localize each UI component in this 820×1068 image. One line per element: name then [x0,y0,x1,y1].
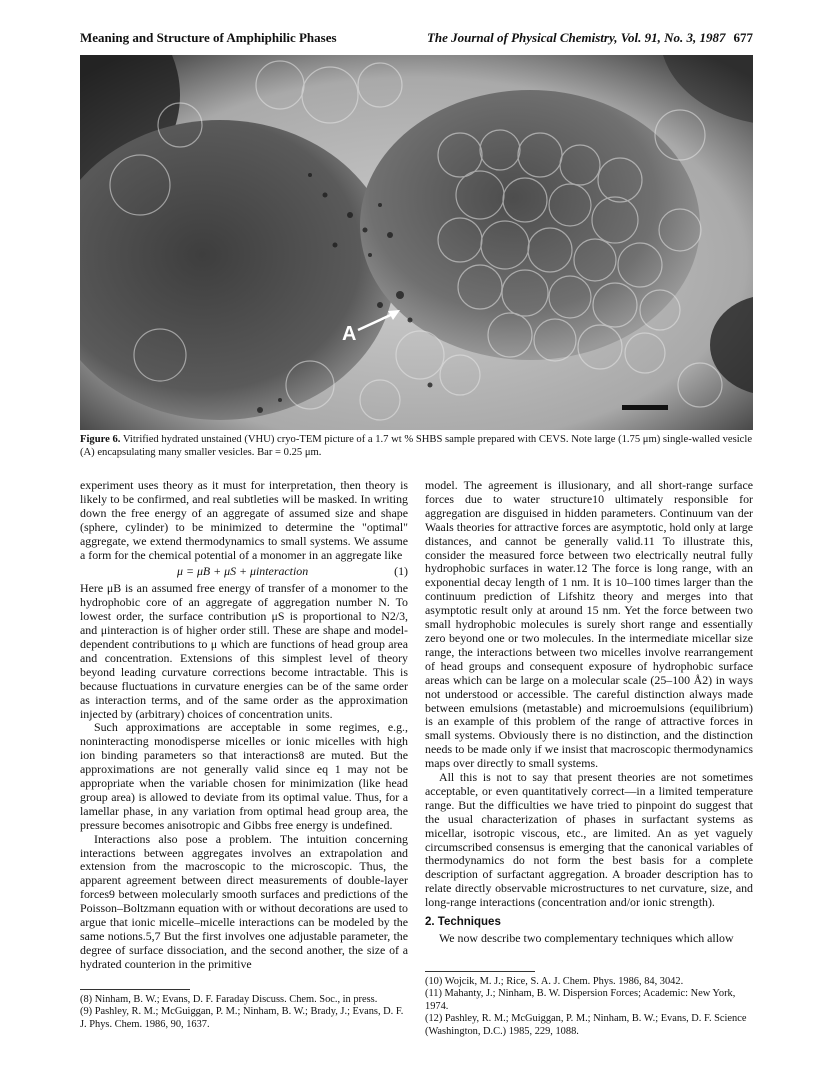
footnote: (8) Ninham, B. W.; Evans, D. F. Faraday Discuss. Chem. Soc., in press. [80,994,378,1005]
page-number: 677 [733,30,753,45]
section-heading: 2. Techniques [425,916,501,929]
equation-number: (1) [394,564,408,579]
footnote: (11) Mahanty, J.; Ninham, B. W. Dispersion Forces; Academic: New York, 1974. [425,988,736,1012]
footnote: (10) Wojcik, M. J.; Rice, S. A. J. Chem. Phys. 1986, 84, 3042. [425,976,684,987]
figure-caption [80,433,753,459]
paragraph: Interactions also pose a problem. The intuition concerning interactions between aggregates involves an extrapolation and extension from the macroscopic to the microscopic. Thus, the apparent agreement between direct measurements of double-layer forces9 between molecularly smooth surfaces and predictions of the Poisson–Boltzmann equation with or without decorations are used to argue that ionic micelle–micelle interactions can be modeled by the same notions.5,7 But the first involves one adjustable parameter, the degree of surface dissociation, and the second another, the size of a hydrated counterion in the primitive [80,831,408,971]
footnotes-left [80,989,408,1031]
vesicle-label-a: A [342,323,357,345]
paragraph: experiment uses theory as it must for interpretation, then theory is likely to be confirmed, and real subtleties will be masked. In writing down the free energy of an aggregate of assumed size and shape (sphere, cylinder) to be minimized to determine the "optimal" aggregate, we extend thermodynamics to small systems. We assume a form for the chemical potential of a monomer in an aggregate like [80,478,408,562]
equation-1 [80,565,408,579]
paragraph: model. The agreement is illusionary, and all short-range surface forces due to water structure10 ultimately responsible for aggregation are disguised in hidden parameters. Continuum van der Waals theories for attractive forces are asymptotic, hold only at large distances, and cannot be generally valid.11 To illustrate this, consider the measured force between two electrically neutral fully hydrophobic surfaces in water.12 The force is long range, with an exponential decay length of 1 nm. It is 10–100 times larger than the continuum prediction of Lifshitz theory and merges into that asymptotic result only at around 15 nm. Yet the force between two small hydrophobic molecules is surely short range and essentially zero beyond one or two molecules. In the intermediate micellar size range, the interactions between two micelles involve rearrangement of head groups and consequent exposure of hydrophobic surface areas which can be large on a molecular scale (25–100 Å2) in ways not understood or accessible. The careful distinction always made between emulsions (metastable) and microemulsions (equilibrium) is an example of this problem of the range of attractive forces in small systems. Obviously there is no distinction, and the distinction needs to be made only if we insist that macroscopic thermodynamics maps over directly to small systems. [425,478,753,771]
footnote-rule [80,989,190,990]
scale-bar [622,405,668,410]
paragraph: All this is not to say that present theories are not sometimes acceptable, or even quantitatively correct—in a limited temperature range. But the difficulties we have tried to pinpoint do suggest that the usual characterization of phases in surfactant systems as micellar, isotropic viscous, etc., are limited. An as yet vaguely circumscribed consensus is emerging that the canonical variables of thermodynamics do not form the best basis for a complete description of surfactant aggregation. A broader description has to relate directly observable microstructures to net curvature, size, and long-range interactions (concentration and/or ionic strength). [425,770,753,910]
paragraph: Here μB is an assumed free energy of transfer of a monomer to the hydrophobic core of an aggregate of aggregation number N. To lowest order, the surface contribution μS is proportional to N2/3, and μinteraction is of higher order still. These are shape and model-dependent contributions to μ which are functions of head group area and concentration. Extensions of this simplest level of theory beyond leading curvature corrections become intractable. This is because fluctuations in curvature energies can be of the same order as interaction terms, and of the same order as the approximation injected by (arbitrary) choices of concentration units. [80,581,408,721]
left-column [80,479,408,972]
running-header [80,30,753,50]
journal-citation: The Journal of Physical Chemistry, Vol. 91, No. 3, 1987 677 [426,30,753,45]
equation-expression: μ = μB + μS + μinteraction [177,564,309,579]
figure-caption-text: Vitrified hydrated unstained (VHU) cryo-TEM picture of a 1.7 wt % SHBS sample prepared with CEVS. Note large (1.75 μm) single-walled vesicle (A) encapsulating many smaller vesicles. Bar = 0.25 μm. [80,434,753,458]
footnotes-right [425,971,753,1038]
footnote: (12) Pashley, R. M.; McGuiggan, P. M.; Ninham, B. W.; Evans, D. F. Science (Washington, D.C.) 1985, 229, 1088. [425,1013,747,1037]
running-title: Meaning and Structure of Amphiphilic Phases [80,30,337,45]
footnote-rule [425,971,535,972]
cryo-tem-micrograph [80,55,753,430]
footnote: (9) Pashley, R. M.; McGuiggan, P. M.; Ninham, B. W.; Brady, J.; Evans, D. F. J. Phys. Chem. 1986, 90, 1637. [80,1006,404,1030]
figure-label: Figure 6. [80,434,121,445]
micrograph-image [80,55,753,430]
right-column [425,479,753,946]
paragraph: We now describe two complementary techniques which allow [439,931,734,945]
paragraph: Such approximations are acceptable in some regimes, e.g., noninteracting monodisperse micelles or ionic micelles with high ion binding parameters so that interactions8 are muted. But the approximations are not generally valid since eq 1 may not be appropriate when the variable chosen for minimization (like head group area) is allowed to deviate from its optimal value. Thus, for a lamellar phase, in any variation from optimal head group area, the pressure becomes anisotropic and Gibbs free energy is undefined. [80,720,408,832]
